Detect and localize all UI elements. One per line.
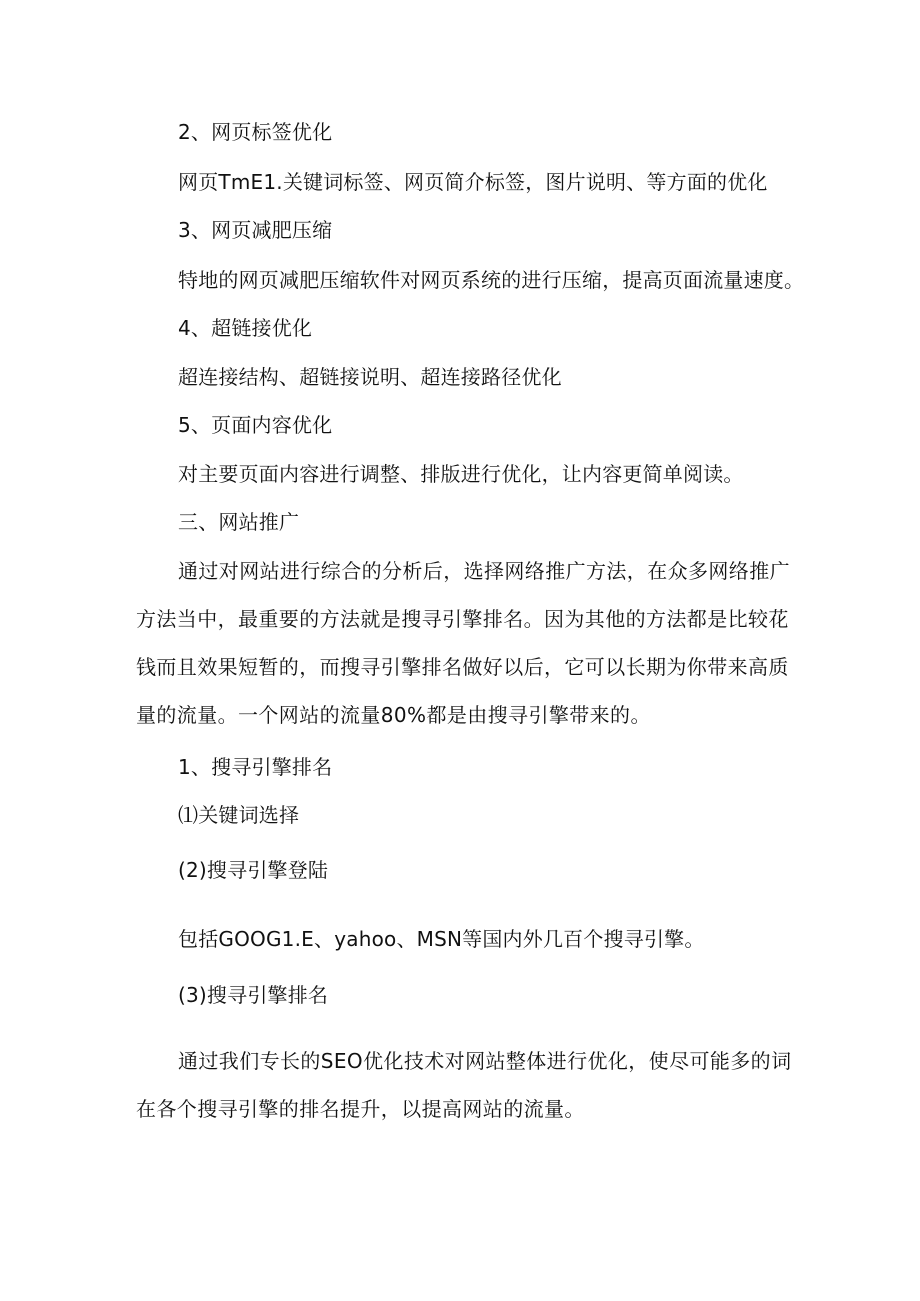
body-tag-optimization: 网页TmE1.关键词标签、网页简介标签，图片说明、等方面的优化 (178, 170, 768, 194)
heading-content-optimization: 5、页面内容优化 (178, 413, 333, 437)
subheading-keyword-selection: ⑴关键词选择 (178, 803, 300, 827)
heading-tag-optimization: 2、网页标签优化 (178, 120, 333, 144)
heading-search-ranking: 1、搜寻引擎排名 (178, 755, 333, 779)
body-content-optimization: 对主要页面内容进行调整、排版进行优化，让内容更简单阅读。 (178, 462, 744, 486)
heading-page-compression: 3、网页减肥压缩 (178, 218, 333, 242)
paragraph-seo: 通过我们专长的SEO优化技术对网站整体进行优化，使尽可能多的词在各个搜寻引擎的排名提升，以提高网站的流量。 (136, 1049, 792, 1121)
paragraph-promotion: 通过对网站进行综合的分析后，选择网络推广方法，在众多网络推广方法当中，最重要的方法就是搜寻引擎排名。因为其他的方法都是比较花钱而且效果短暂的，而搜寻引擎排名做好以后，它可以长期为你带来高质量的流量。一个网站的流量80%都是由搜寻引擎带来的。 (136, 559, 790, 727)
subheading-search-engine-ranking: (3)搜寻引擎排名 (178, 983, 329, 1007)
body-page-compression: 特地的网页减肥压缩软件对网页系统的进行压缩，提高页面流量速度。 (178, 268, 805, 292)
section-heading-promotion: 三、网站推广 (178, 510, 300, 534)
subheading-search-engine-login: (2)搜寻引擎登陆 (178, 858, 329, 882)
body-hyperlink-optimization: 超连接结构、超链接说明、超连接路径优化 (178, 365, 562, 389)
body-search-engines: 包括GOOG1.E、yahoo、MSN等国内外几百个搜寻引擎。 (178, 927, 705, 951)
heading-hyperlink-optimization: 4、超链接优化 (178, 316, 313, 340)
